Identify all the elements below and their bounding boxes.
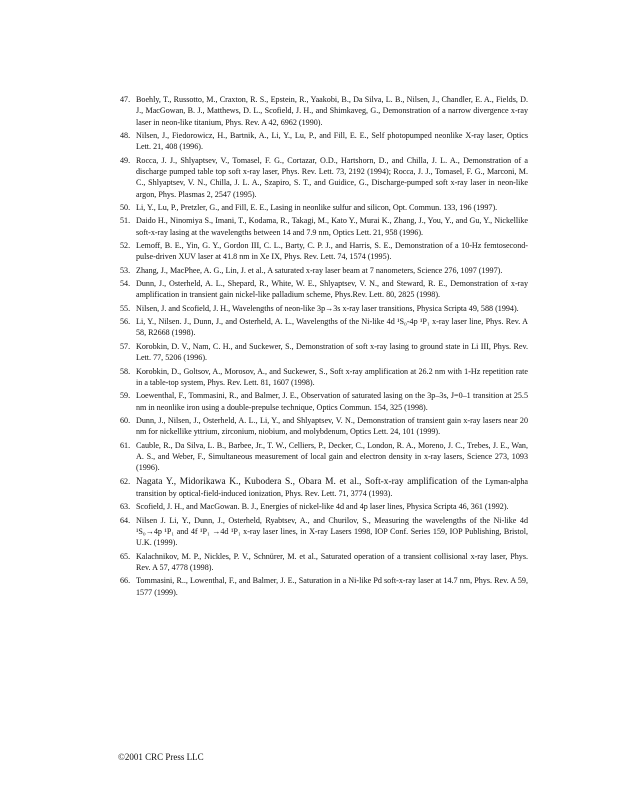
reference-text: Cauble, R., Da Silva, L. B., Barbee, Jr., T. W., Celliers, P., Decker, C., London, R. A., Moreno, J. C., Trebes, J. E., Wan, A. S., and Weber, F., Simultaneous measurement of local gain and electron density in x-ray lasers, Science 273, 1093 (1996).: [136, 440, 528, 473]
reference-text: Nilsen, J., Fiedorowicz, H., Bartnik, A., Li, Y., Lu, P., and Fill, E. E., Self photopumped neonlike X-ray laser, Optics Lett. 21, 408 (1996).: [136, 130, 528, 152]
reference-number: 63.: [120, 502, 131, 512]
reference-number: 58.: [120, 366, 131, 376]
reference-text: Dunn, J., Osterheld, A. L., Shepard, R., White, W. E., Shlyaptsev, V. N., and Steward, R. E., Demonstration of x-ray amplification in transient gain nickel-like palladium scheme, Phys.Rev. Lett. 80, 2825 (1998).: [136, 279, 528, 300]
reference-item: [96, 476, 528, 500]
reference-text: Daido H., Ninomiya S., Imani, T., Kodama, R., Takagi, M., Kato Y., Murai K., Zhang, J., You, Y., and Gu, Y., Nickellike soft-x-ray lasing at the wavelengths between 14 and 7.9 nm, Optics Lett. 21, 958 (1996).: [136, 216, 528, 237]
reference-number: 66.: [120, 576, 131, 586]
reference-number: 64.: [120, 515, 131, 525]
reference-item: [96, 366, 528, 389]
reference-number: 49.: [120, 155, 131, 165]
reference-text: Nilsen J. Li, Y., Dunn, J., Osterheld, Ryabtsev, A., and Churilov, S., Measuring the wavelengths of the Ni-like 4d ¹S₀→4p ¹P₁ and 4f ¹P₁ →4d ¹P₁ x-ray laser lines, in X-ray Lasers 1998, IOP Conf. Series 159, IOP Publishing, Bristol, U.K. (1999).: [136, 515, 528, 548]
reference-number: 61.: [120, 440, 131, 450]
reference-number: 65.: [120, 551, 131, 561]
reference-number: 50.: [120, 202, 131, 212]
reference-item: [96, 265, 528, 276]
reference-item: [96, 341, 528, 364]
reference-text: Korobkin, D. V., Nam, C. H., and Suckewer, S., Demonstration of soft x-ray lasing to ground state in Li III, Phys. Rev. Lett. 77, 5206 (1996).: [136, 341, 528, 363]
reference-number: 48.: [120, 130, 131, 140]
reference-item: [96, 501, 528, 512]
reference-text: Kalachnikov, M. P., Nickles, P. V., Schnürer, M. et al., Saturated operation of a transient collisional x-ray laser, Phys. Rev. A 57, 4778 (1998).: [136, 551, 528, 572]
reference-item: [96, 155, 528, 200]
reference-item: [96, 130, 528, 153]
reference-number: 51.: [120, 216, 131, 226]
reference-text: Li, Y., Nilsen. J., Dunn, J., and Osterheld, A. L., Wavelengths of the Ni-like 4d ¹S₀-4p ¹P₁ x-ray laser line, Phys. Rev. A 58, R2668 (1998).: [136, 317, 528, 338]
copyright-footer: ©2001 CRC Press LLC: [118, 752, 204, 762]
reference-item: [96, 278, 528, 301]
reference-text: [136, 476, 528, 500]
reference-item: [96, 215, 528, 238]
reference-text-rest: the Lyman-alpha transition by optical-field-induced ionization, Phys. Rev. Lett. 71, 3774 (1993).: [136, 476, 529, 498]
reference-text: Korobkin, D., Goltsov, A., Morosov, A., and Suckewer, S., Soft x-ray amplification at 26.2 nm with 1-Hz repetition rate in a table-top system, Phys. Rev. Lett. 81, 1607 (1998).: [136, 366, 528, 387]
reference-item: [96, 240, 528, 263]
reference-list: [96, 94, 528, 600]
reference-item: [96, 94, 528, 128]
reference-item: [96, 415, 528, 438]
reference-number: 47.: [120, 95, 131, 104]
reference-text: Lemoff, B. E., Yin, G. Y., Gordon III, C. L., Barty, C. P. J., and Harris, S. E., Demonstration of a 10-Hz femtosecond-pulse-driven XUV laser at 41.8 nm in Xe IX, Phys. Rev. Lett. 74, 1574 (1995).: [136, 241, 528, 262]
reference-number: 53.: [120, 265, 131, 275]
reference-text-lead: Nagata Y., Midorikawa K., Kubodera S., Obara M. et al., Soft-x-ray amplification of: [136, 476, 469, 487]
reference-item: [96, 575, 528, 598]
reference-number: 60.: [120, 415, 131, 425]
reference-text: Li, Y., Lu, P., Pretzler, G., and Fill, E. E., Lasing in neonlike sulfur and silicon, Opt. Commun. 133, 196 (1997).: [136, 202, 498, 212]
reference-text: Scofield, J. H., and MacGowan. B. J., Energies of nickel-like 4d and 4p laser lines, Physica Scripta 46, 361 (1992).: [136, 502, 509, 512]
reference-item: [96, 303, 528, 314]
reference-text: Dunn, J., Nilsen, J., Osterheld, A. L., Li, Y., and Shlyaptsev, V. N., Demonstration of transient gain x-ray lasers near 20 nm for nickellike yttrium, zirconium, niobium, and molybdenum, Optics Lett. 24, 101 (1999).: [136, 415, 528, 437]
reference-number: 59.: [120, 391, 131, 401]
reference-number: 62.: [120, 476, 131, 486]
reference-text: Zhang, J., MacPhee, A. G., Lin, J. et al., A saturated x-ray laser beam at 7 nanometers, Science 276, 1097 (1997).: [136, 265, 503, 275]
reference-item: [96, 202, 528, 213]
reference-item: [96, 551, 528, 574]
reference-text: Nilsen, J. and Scofield, J. H., Wavelengths of neon-like 3p→3s x-ray laser transitions, Physica Scripta 49, 588 (1994).: [136, 303, 519, 313]
reference-item: [96, 440, 528, 474]
reference-item: [96, 316, 528, 339]
reference-number: 56.: [120, 317, 131, 327]
reference-number: 55.: [120, 303, 131, 313]
reference-text: Tommasini, R.., Lowenthal, F., and Balmer, J. E., Saturation in a Ni-like Pd soft-x-ray laser at 14.7 nm, Phys. Rev. A 59, 1577 (1999).: [136, 576, 528, 597]
reference-number: 54.: [120, 279, 131, 289]
reference-number: 52.: [120, 241, 131, 251]
reference-text: Loewenthal, F., Tommasini, R., and Balmer, J. E., Observation of saturated lasing on the 3p–3s, J=0–1 transition at 25.5 nm in neonlike iron using a double-prepulse technique, Optics Commun. 154, 325 (1998).: [136, 391, 528, 412]
reference-text: Boehly, T., Russotto, M., Craxton, R. S., Epstein, R., Yaakobi, B., Da Silva, L. B., Nilsen, J., Chandler, E. A., Fields, D. J., MacGowan, B. J., Matthews, D. L., Scofield, J. H., and Shimkaveg, G., Demonstration of a narrow divergence x-ray laser in neon-like titanium, Phys. Rev. A 42, 6962 (1990).: [136, 95, 528, 127]
reference-number: 57.: [120, 341, 131, 351]
reference-item: [96, 515, 528, 549]
reference-text: Rocca, J. J., Shlyaptsev, V., Tomasel, F. G., Cortazar, O.D., Hartshorn, D., and Chilla, J. L. A., Demonstration of a discharge pumped table top soft x-ray laser, Phys. Rev. Lett. 73, 2192 (1994); Rocca, J. J., Tomasel, F. G., Marconi, M. C., Shlyaptsev, V. N., Chilla, J. L. A., Szapiro, S. T., and Guidice, G., Discharge-pumped soft x-ray laser in neon-like argon, Phys. Plasmas 2, 2547 (1995).: [136, 155, 528, 199]
reference-item: [96, 390, 528, 413]
